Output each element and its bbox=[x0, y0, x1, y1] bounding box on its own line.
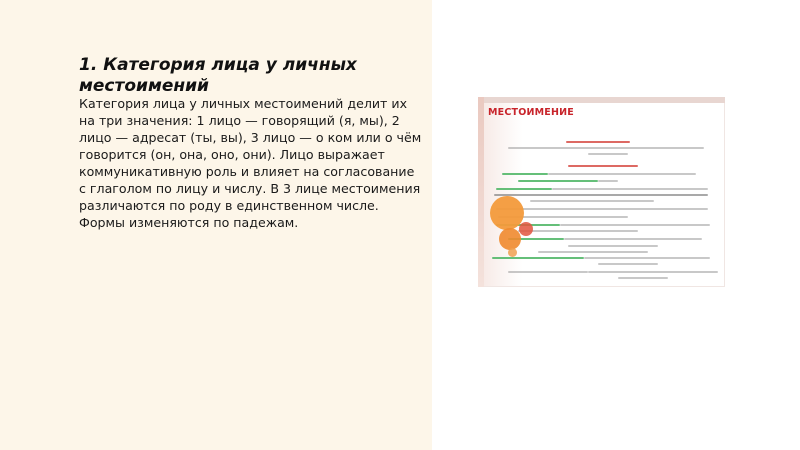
image-text-line bbox=[538, 251, 648, 253]
image-text-line bbox=[568, 245, 658, 247]
decor-circle-dot bbox=[508, 248, 517, 257]
image-text-line bbox=[568, 165, 638, 167]
decor-circle-orange-small bbox=[499, 228, 521, 250]
image-text-line bbox=[560, 224, 710, 226]
image-text-line bbox=[548, 173, 696, 175]
image-text-line bbox=[518, 230, 638, 232]
image-text-line bbox=[508, 271, 588, 273]
image-text-line bbox=[598, 180, 618, 182]
image-text-line bbox=[618, 277, 668, 279]
image-left-border bbox=[478, 97, 484, 287]
image-text-line bbox=[530, 200, 654, 202]
image-text-line bbox=[598, 263, 658, 265]
image-text-line bbox=[564, 238, 702, 240]
image-text-line bbox=[588, 271, 718, 273]
image-text-line bbox=[496, 208, 708, 210]
image-text-line bbox=[552, 188, 708, 190]
image-text-line bbox=[584, 257, 710, 259]
image-highlight-line bbox=[492, 257, 584, 259]
image-text-line bbox=[566, 141, 630, 143]
decor-circle-red bbox=[519, 222, 533, 236]
image-top-border bbox=[478, 97, 725, 103]
image-highlight-line bbox=[518, 180, 598, 182]
image-text-line bbox=[494, 194, 708, 196]
image-highlight-line bbox=[502, 173, 548, 175]
slide-title: 1. Категория лица у личных местоимений bbox=[79, 55, 357, 96]
pronoun-table-image bbox=[478, 97, 725, 287]
slide-body-text: Категория лица у личных местоимений делит их на три значения: 1 лицо — говорящий (я, мы), 2 лицо — адресат (ты, вы), 3 лицо — о ком или о чём говорится (он, она, оно, они). Лицо выражает коммуникативную роль и влияет на согласование с глаголом по лицу и числу. В 3 лице местоимения различаются по роду в единственном числе. Формы изменяются по падежам. bbox=[79, 96, 422, 230]
image-text-line bbox=[508, 147, 704, 149]
image-highlight-line bbox=[496, 188, 552, 190]
image-heading: МЕСТОИМЕНИЕ bbox=[488, 107, 574, 118]
image-text-line bbox=[588, 153, 628, 155]
